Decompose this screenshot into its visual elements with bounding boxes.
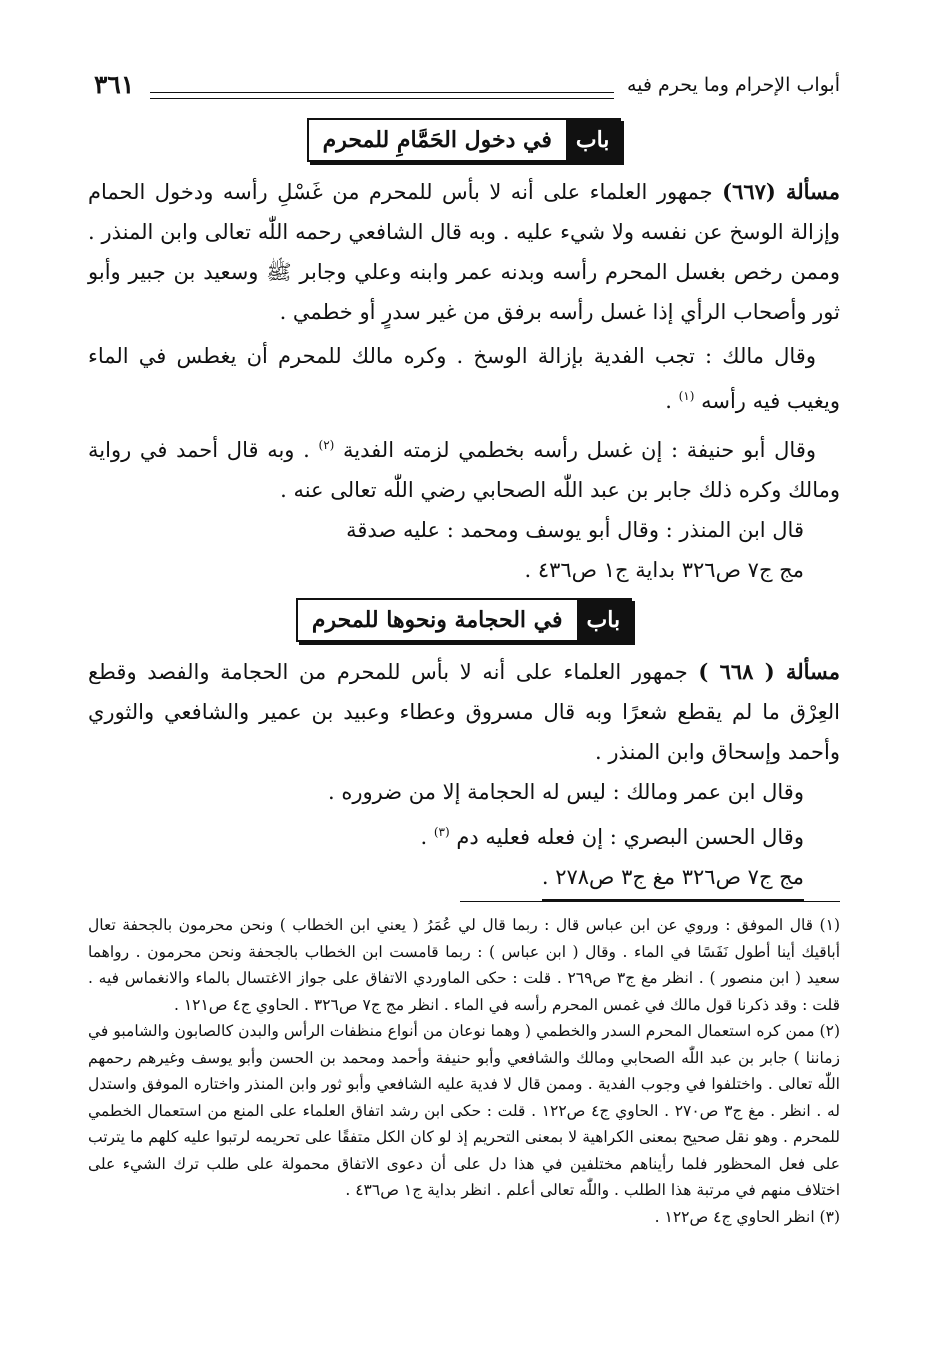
paragraph-end: . — [420, 825, 428, 849]
chapter-heading-cupping — [88, 598, 840, 642]
footnotes — [88, 912, 840, 1230]
source-reference — [88, 857, 840, 901]
paragraph-malik — [88, 336, 840, 421]
issue-text: جمهور العلماء على أنه لا بأس للمحرم من الحجامة والفصد وقطع العِرْق ما لم يقطع شعرًا وبه قال مسروق وعطاء وعبيد بن عمير والشافعي والثوري وأحمد وإسحاق وابن المنذر . — [88, 660, 840, 764]
paragraph-abu-hanifa — [88, 425, 840, 510]
paragraph-text: وقال الحسن البصري : إن فعله فعليه دم — [456, 825, 804, 849]
issue-paragraph — [88, 652, 840, 772]
paragraph-text: وقال أبو حنيفة : إن غسل رأسه بخطمي لزمته الفدية — [343, 438, 817, 462]
paragraph-hasan — [88, 812, 840, 857]
paragraph-ibn-almundhir: قال ابن المنذر : وقال أبو يوسف ومحمد : عليه صدقة — [346, 518, 804, 542]
source-reference: مج ج٧ ص٣٢٦ بداية ج١ ص٤٣٦ . — [524, 558, 804, 582]
issue-text: جمهور العلماء على أنه لا بأس للمحرم من غَسْلِ رأسه ودخول الحمام وإزالة الوسخ عن نفسه ولا شيء عليه . وبه قال الشافعي رحمه اللّٰه تعالى وابن المنذر . وممن رخص بغسل المحرم رأسه وبدنه عمر وابنه وعلي وجابر ﷺ وسعيد بن جبير وأبو ثور وأصحاب الرأي إذا غسل رأسه برفق من غير سدرٍ أو خطمي . — [88, 180, 841, 324]
issue-paragraph — [88, 172, 840, 332]
footnote-ref: (١) — [678, 389, 695, 403]
paragraph-end: . وبه قال أحمد في رواية ومالك وكره ذلك جابر بن عبد اللّٰه الصحابي رضي اللّٰه تعالى عنه . — [88, 438, 840, 502]
issue-label: مسألة (٦٦٧) — [722, 179, 840, 204]
footnote-3: (٣) انظر الحاوي ج٤ ص١٢٢ . — [654, 1207, 840, 1226]
chapter-title: في دخول الحَمَّامِ للمحرم — [309, 120, 566, 160]
footnote-2: (٢) ممن كره استعمال المحرم السدر والخطمي ( وهما نوعان من أنواع منظفات الرأس والبدن كالصابون والشامبو في زماننا ) جابر بن عبد اللّٰه الصحابي ومالك والشافعي وأبو حنيفة وأحمد ومحمد بن الحسن وأبو يوسف وغيرهم رحمهم اللّٰه تعالى . واختلفوا في وجوب الفدية . وممن قال لا فدية عليه الشافعي وأبو ثور وابن المنذر واختاره الموفق واستدل له . انظر . مغ ج٣ ص٢٧٠ . الحاوي ج٤ ص١٢٢ . قلت : حكى ابن رشد اتفاق العلماء على المنع من استعمال الخطمي للمحرم . وهو نقل صحيح بمعنى الكراهية لا بمعنى التحريم إذ لو كان الكل متفقًا على تحريمه لرتبوا عليه كلهم ما يترتب على فعل المحظور فلما رأيناهم مختلفين في هذا دل على أن دعوى الاتفاق محمولة على طلب ترك الشيء على اختلاف منهم في مرتبة هذا الطلب . واللّٰه تعالى أعلم . انظر بداية ج١ ص٤٣٦ . — [88, 1022, 841, 1199]
header-double-rule — [150, 92, 614, 99]
source-reference-text: مج ج٧ ص٣٢٦ مغ ج٣ ص٢٧٨ . — [542, 857, 804, 901]
page-header — [88, 70, 840, 110]
running-title: أبواب الإحرام وما يحرم فيه — [626, 74, 840, 96]
paragraph-end: . — [665, 389, 672, 413]
chapter-heading-bath — [88, 118, 840, 162]
section-668 — [88, 652, 840, 901]
page-number: ٣٦١ — [94, 70, 135, 99]
paragraph-ibn-umar: وقال ابن عمر ومالك : ليس له الحجامة إلا من ضروره . — [328, 780, 804, 804]
chapter-title: في الحجامة ونحوها للمحرم — [298, 600, 577, 640]
paragraph-text: وقال مالك : تجب الفدية بإزالة الوسخ . وكره مالك للمحرم أن يغطس في الماء ويغيب فيه رأسه — [88, 344, 840, 413]
footnote-1: (١) قال الموفق : وروي عن ابن عباس قال : ربما قال لي عُمَرُ ( يعني ابن الخطاب ) ونحن محرمون بالجحفة تعال أباقيك أينا أطول نَفَسًا في الماء . وقال ( ابن عباس ) : ربما قامست ابن الخطاب بالجحفة ونحن محرمون . رواهما سعيد ( ابن منصور ) . انظر مغ ج٣ ص٢٦٩ . قلت : حكى الماوردي الاتفاق على جواز الاغتسال بالماء والانغماس فيه . قلت : وقد ذكرنا قول مالك في غمس المحرم رأسه في الماء . انظر مج ج٧ ص٣٢٦ . الحاوي ج٤ ص١٢١ . — [88, 916, 840, 1014]
chapter-bab-label: باب — [566, 120, 620, 160]
section-667 — [88, 172, 840, 590]
issue-label: مسألة ( ٦٦٨ ) — [698, 659, 840, 684]
footnote-ref: (٢) — [318, 438, 335, 452]
book-page — [88, 70, 840, 1230]
chapter-bab-label: باب — [577, 600, 631, 640]
footnote-separator — [460, 901, 840, 902]
footnote-ref: (٣) — [433, 825, 450, 839]
